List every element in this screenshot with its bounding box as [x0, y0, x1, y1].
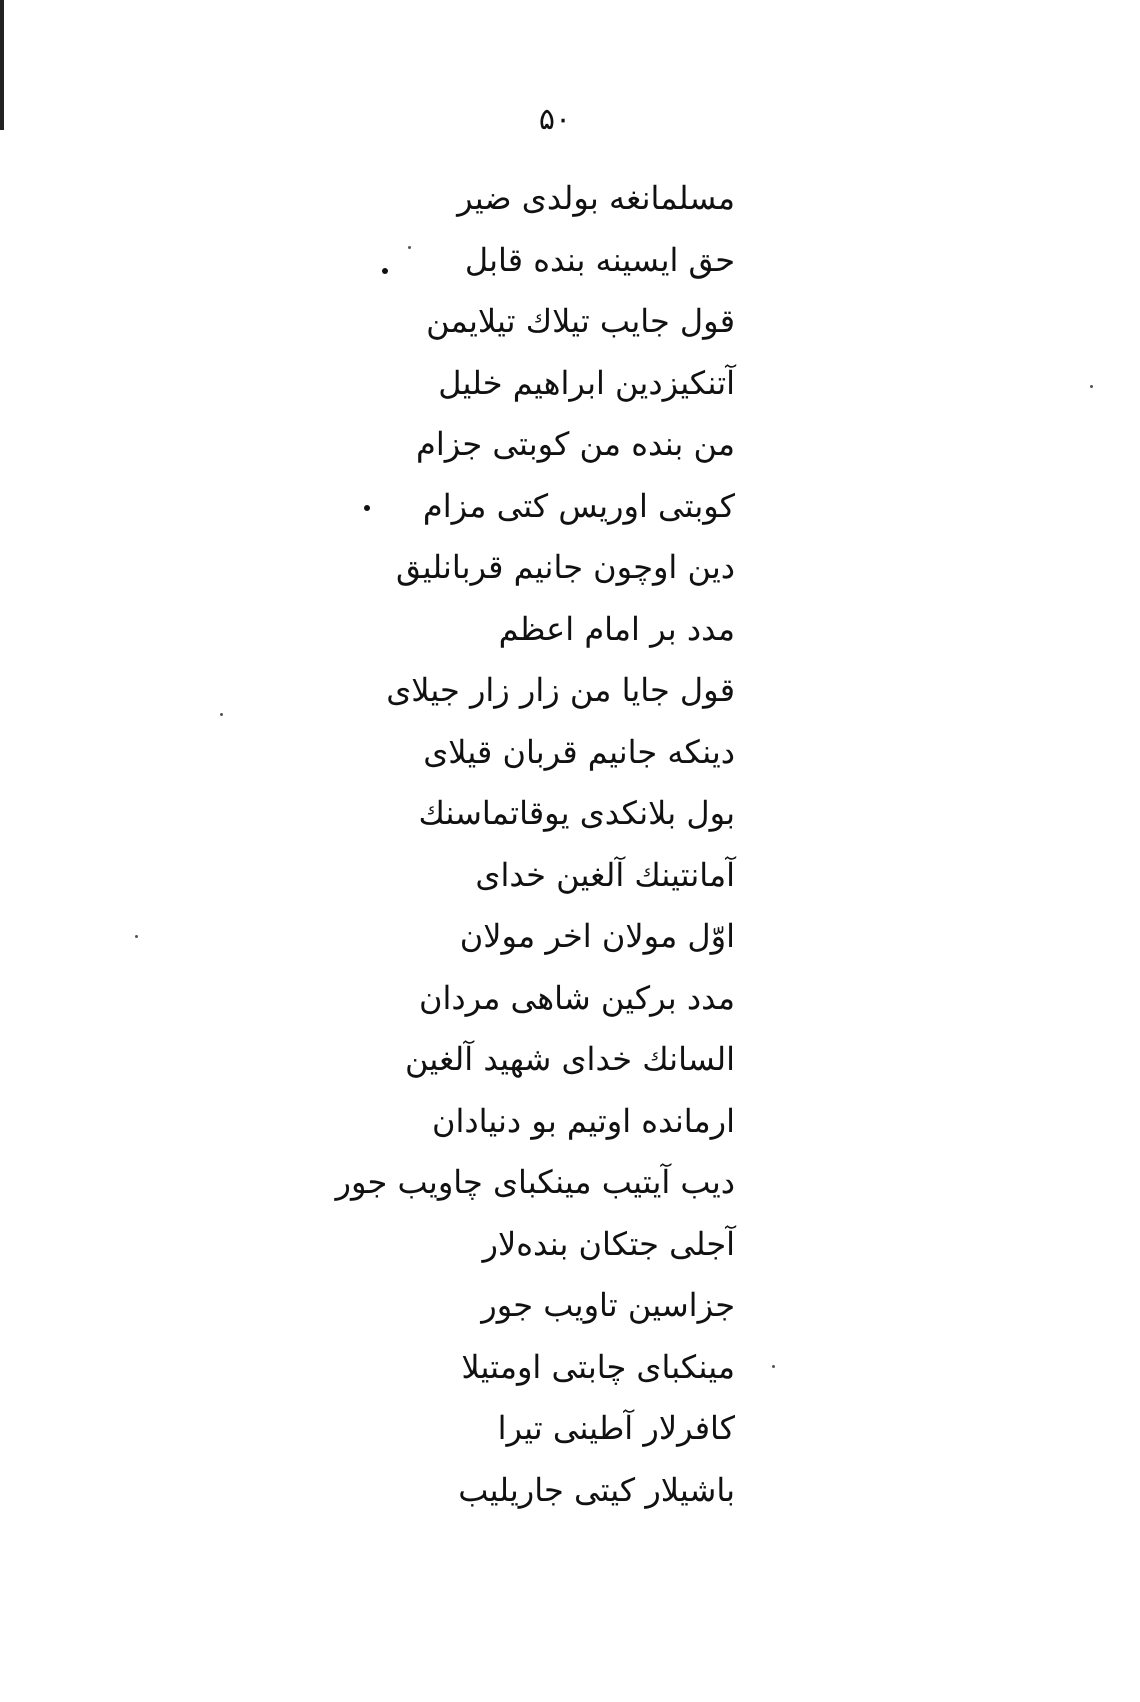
page-edge-shadow: [0, 0, 4, 130]
verse-line-1: مسلمانغه بولدی ضیر: [457, 179, 735, 217]
verse-line-12: آمانتینك آلغین خدای: [475, 855, 735, 894]
verse-line-11: بول بلانکدی یوقاتماسنك: [418, 794, 735, 832]
verse-block: [235, 168, 735, 1521]
ink-speck: [1090, 385, 1093, 388]
page-number: ۵۰: [538, 102, 572, 137]
verse-line-15: السانك خدای شهید آلغین: [405, 1040, 735, 1078]
verse-line-20: مینکبای چابتی اومتیلا: [461, 1347, 735, 1386]
verse-line-2: حق ایسینه بنده قابل: [464, 240, 735, 279]
ink-speck: [382, 268, 388, 274]
verse-line-13: اوّل مولان اخر مولان: [459, 917, 735, 955]
verse-line-4: آتنکیزدین ابراهیم خلیل: [438, 363, 735, 402]
verse-line-19: جزاسین تاویب جور: [481, 1286, 735, 1324]
ink-speck: [772, 1365, 775, 1368]
ink-speck: [364, 505, 370, 511]
ink-speck: [135, 935, 138, 938]
verse-line-5: من بنده من کوبتی جزام: [416, 425, 735, 463]
verse-line-16: ارمانده اوتیم بو دنیادان: [431, 1101, 735, 1140]
verse-line-8: مدد بر امام اعظم: [498, 609, 735, 648]
ink-speck: [220, 713, 223, 716]
verse-line-3: قول جایب تیلاك تیلایمن: [426, 302, 735, 340]
verse-line-21: کافرلار آطینی تیرا: [497, 1409, 735, 1447]
verse-line-9: قول جایا من زار زار جیلای: [386, 671, 735, 709]
verse-line-18: آجلی جتکان بنده‌لار: [482, 1224, 735, 1263]
ink-speck: [408, 246, 411, 249]
verse-line-22: باشیلار کیتی جاریلیب: [458, 1470, 735, 1509]
verse-line-7: دین اوچون جانیم قربانلیق: [395, 548, 735, 586]
verse-line-14: مدد برکین شاهی مردان: [418, 978, 735, 1017]
verse-line-6: کوبتی اوریس کتی مزام: [422, 486, 735, 525]
verse-line-10: دینکه جانیم قربان قیلای: [423, 732, 735, 771]
verse-line-17: دیب آیتیب مینکبای چاویب جور: [335, 1163, 735, 1201]
